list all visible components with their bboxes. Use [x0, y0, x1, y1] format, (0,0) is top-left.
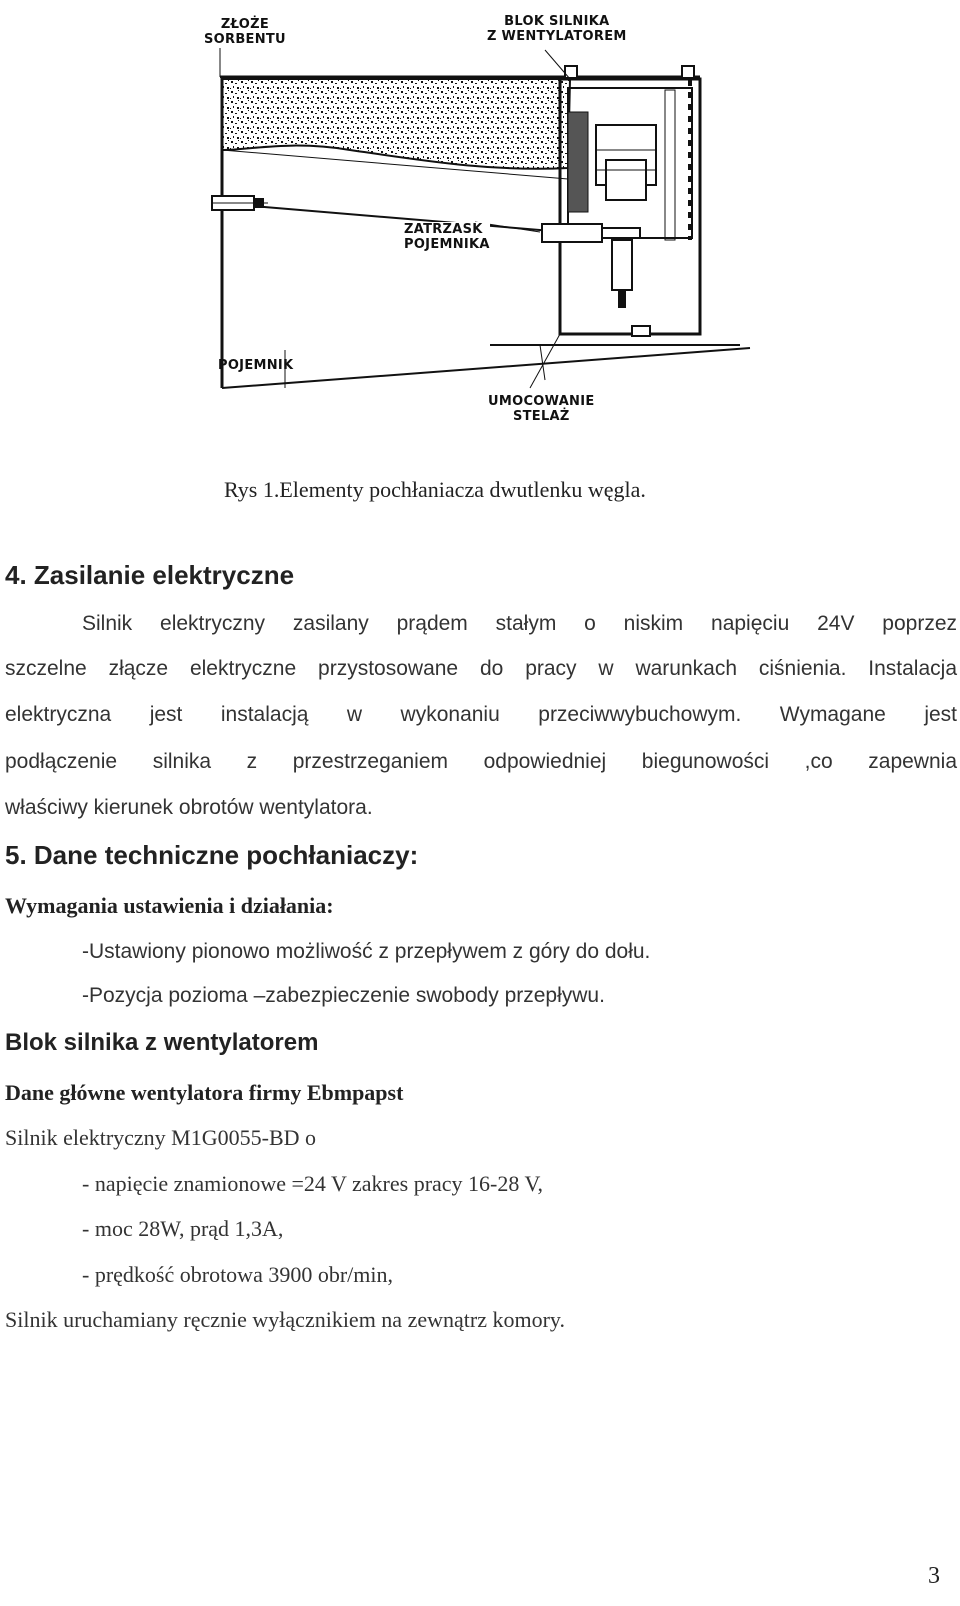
label-sorbent-bed-line2: SORBENTU [204, 32, 286, 47]
label-mounting [488, 394, 595, 424]
label-mounting-line1: UMOCOWANIE [488, 394, 595, 409]
fan-data-heading: Dane główne wentylatora firmy Ebmpapst [5, 1080, 404, 1105]
label-mounting-line2: STELAŻ [512, 409, 570, 424]
page-number: 3 [928, 1563, 940, 1589]
label-motor-block-line2: Z WENTYLATOREM [487, 29, 627, 44]
requirement-item-1: -Ustawiony pionowo możliwość z przepływem z góry do dołu. [82, 940, 651, 963]
spec-item-3: - prędkość obrotowa 3900 obr/min, [82, 1262, 393, 1287]
section-4-line-2: szczelne złącze elektryczne przystosowane do pracy w warunkach ciśnienia. Instalacja [5, 657, 957, 680]
label-container-latch-line1: ZATRZASK [404, 222, 483, 237]
requirement-item-2: -Pozycja pozioma –zabezpieczenie swobody przepływu. [82, 984, 605, 1007]
requirements-heading: Wymagania ustawienia i działania: [5, 893, 334, 918]
figure-caption: Rys 1.Elementy pochłaniacza dwutlenku węgla. [224, 477, 646, 502]
section-4-line-4: podłączenie silnika z przestrzeganiem odpowiedniej biegunowości ,co zapewnia [5, 750, 957, 773]
spec-item-2: - moc 28W, prąd 1,3A, [82, 1216, 284, 1241]
label-container [218, 358, 293, 373]
section-4-line-3: elektryczna jest instalacją w wykonaniu przeciwwybuchowym. Wymagane jest [5, 703, 957, 726]
label-sorbent-bed-line1: ZŁOŻE [220, 17, 270, 32]
label-sorbent-bed [204, 17, 286, 47]
section-4-line-1: Silnik elektryczny zasilany prądem stałym o niskim napięciu 24V poprzez [82, 612, 957, 635]
closing-line: Silnik uruchamiany ręcznie wyłącznikiem na zewnątrz komory. [5, 1307, 565, 1332]
label-motor-block-line1: BLOK SILNIKA [504, 14, 610, 29]
label-container-latch-line2: POJEMNIKA [404, 237, 490, 252]
motor-line: Silnik elektryczny M1G0055-BD o [5, 1125, 317, 1150]
label-container-latch [404, 222, 490, 252]
absorber-diagram [160, 0, 800, 456]
label-container-text: POJEMNIK [218, 358, 294, 373]
motor-block-heading: Blok silnika z wentylatorem [5, 1029, 319, 1056]
label-motor-block [487, 14, 627, 44]
section-5-heading: 5. Dane techniczne pochłaniaczy: [5, 840, 419, 870]
section-4-line-5: właściwy kierunek obrotów wentylatora. [5, 796, 373, 819]
spec-item-1: - napięcie znamionowe =24 V zakres pracy 16-28 V, [82, 1171, 544, 1196]
section-4-heading: 4. Zasilanie elektryczne [5, 560, 295, 590]
